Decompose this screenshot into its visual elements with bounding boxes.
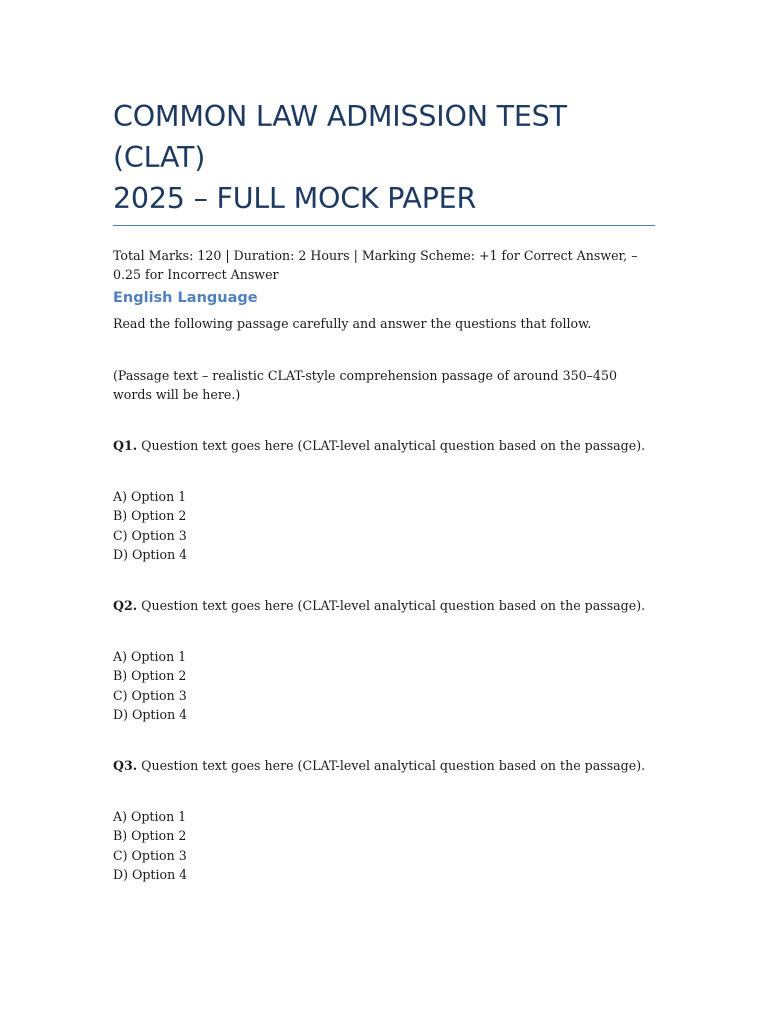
question-2-text: Question text goes here (CLAT-level analytical question based on the passage).: [137, 598, 646, 613]
question-3-option-c: C) Option 3: [113, 847, 187, 863]
question-1-option-b: B) Option 2: [113, 508, 187, 524]
title-divider: [113, 225, 655, 226]
question-1-label: Q1.: [113, 438, 138, 453]
question-1-option-c: C) Option 3: [113, 527, 187, 543]
question-1-option-d: D) Option 4: [113, 546, 188, 562]
section-heading: English Language: [113, 290, 258, 306]
question-3-option-d: D) Option 4: [113, 866, 188, 882]
document-page: [113, 96, 655, 882]
question-3-options: [113, 807, 187, 884]
passage-placeholder: (Passage text – realistic CLAT-style comprehension passage of around 350–450 words will be here.): [113, 368, 617, 402]
question-3-text: Question text goes here (CLAT-level analytical question based on the passage).: [137, 758, 646, 773]
question-2-option-d: D) Option 4: [113, 706, 188, 722]
question-1: [113, 436, 655, 455]
question-3: [113, 756, 655, 775]
title-line-2: 2025 – FULL MOCK PAPER: [113, 182, 477, 215]
question-2: [113, 596, 655, 615]
question-3-label: Q3.: [113, 758, 138, 773]
title-line-1: COMMON LAW ADMISSION TEST (CLAT): [113, 100, 567, 174]
question-1-options: [113, 487, 187, 564]
question-1-option-a: A) Option 1: [113, 489, 187, 504]
question-2-option-a: A) Option 1: [113, 649, 187, 664]
question-2-option-b: B) Option 2: [113, 668, 187, 684]
question-2-option-c: C) Option 3: [113, 687, 187, 703]
section-instruction: Read the following passage carefully and answer the questions that follow.: [113, 316, 592, 331]
question-2-options: [113, 647, 187, 724]
question-1-text: Question text goes here (CLAT-level analytical question based on the passage).: [137, 438, 646, 453]
question-3-option-b: B) Option 2: [113, 828, 187, 844]
question-2-label: Q2.: [113, 598, 138, 613]
document-title: [113, 96, 655, 219]
question-3-option-a: A) Option 1: [113, 809, 187, 824]
exam-meta: Total Marks: 120 | Duration: 2 Hours | Marking Scheme: +1 for Correct Answer, –0.25 for Incorrect Answer: [113, 248, 638, 282]
